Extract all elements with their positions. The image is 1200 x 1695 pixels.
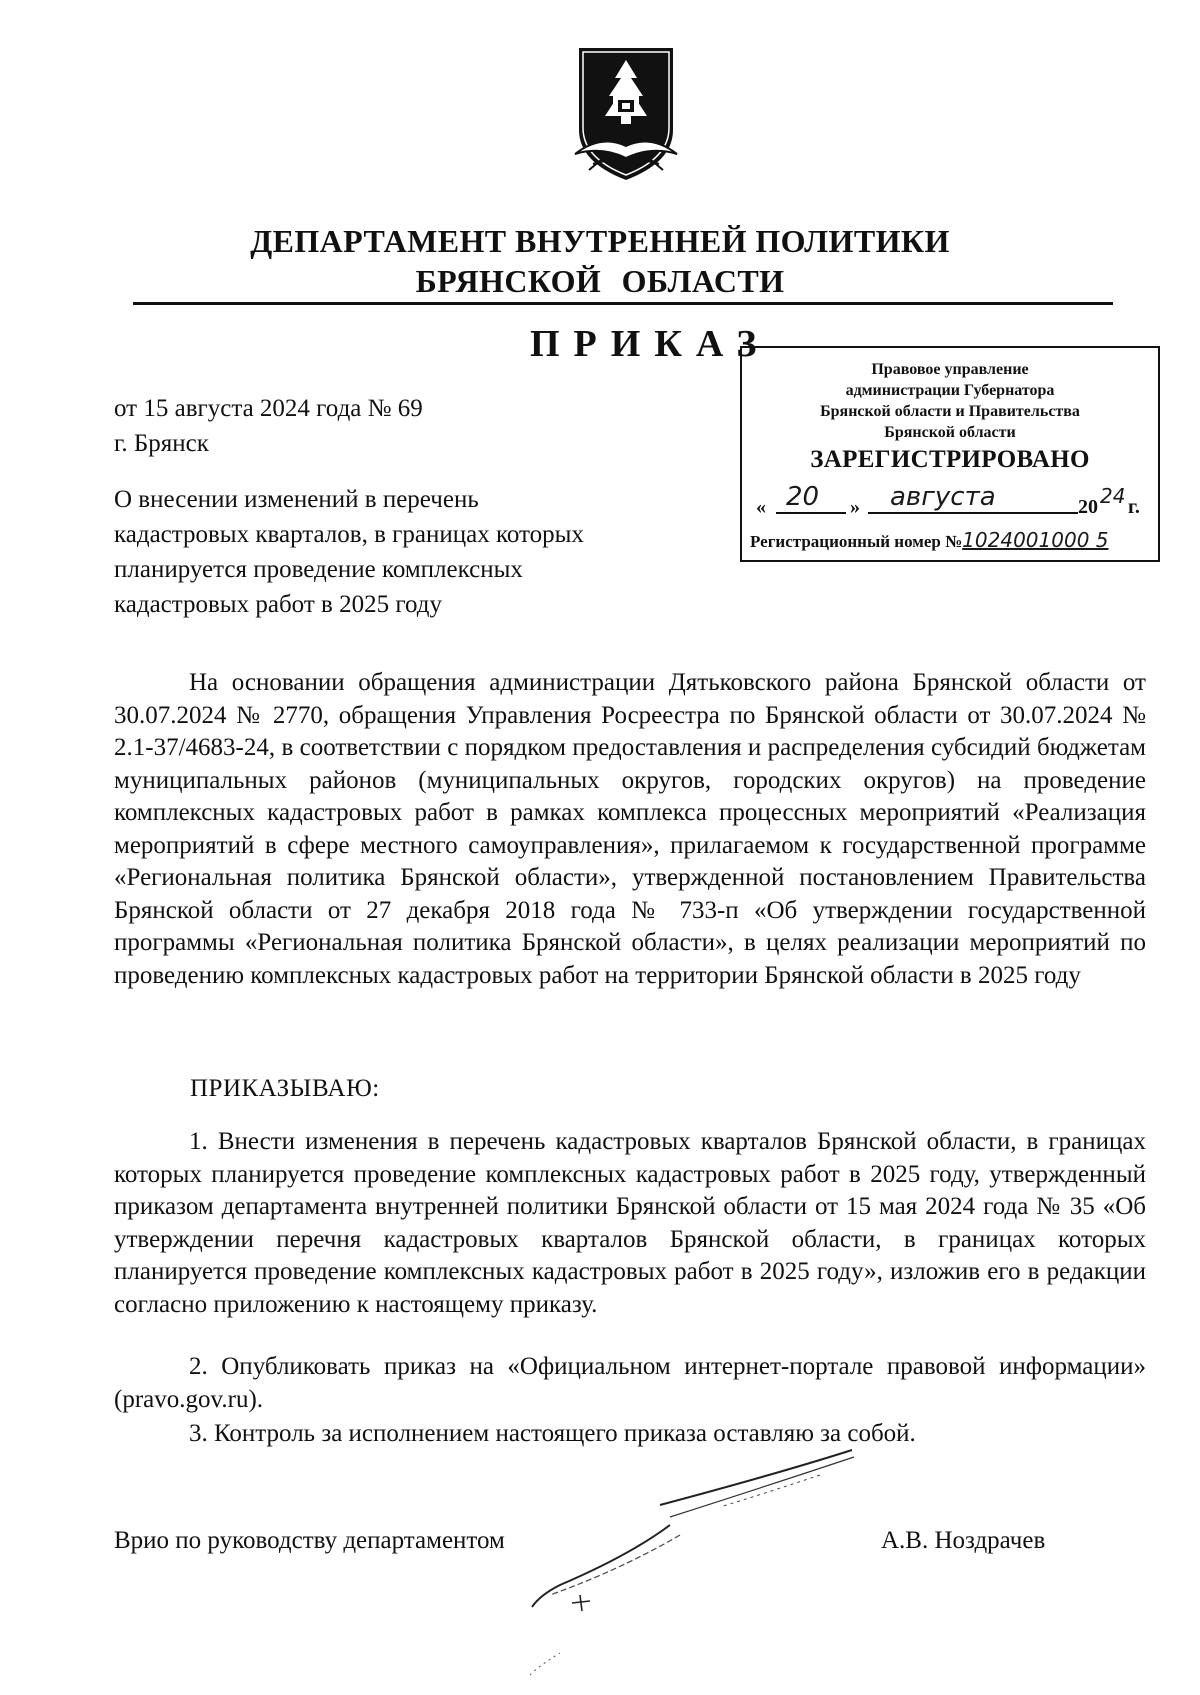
- stamp-line-4: Брянской области: [884, 424, 1016, 441]
- stamp-year-suffix: 24: [1100, 484, 1126, 508]
- header-divider: [133, 302, 1113, 305]
- stamp-registered-label: ЗАРЕГИСТРИРОВАНО: [810, 446, 1090, 473]
- stamp-date-row: [750, 482, 1150, 522]
- document-type-title: ПРИКАЗ: [530, 323, 771, 365]
- stamp-line-3: Брянской области и Правительства: [820, 403, 1080, 420]
- subject-line: планируется проведение комплексных: [114, 556, 523, 583]
- stamp-line-1: Правовое управление: [871, 361, 1029, 378]
- basis-paragraph: На основании обращения администрации Дятьковского района Брянской области от 30.07.2024 № 2770, обращения Управления Росреестра по Брянской области от 30.07.2024 № 2.1-37/4683-24, в соответствии с порядком предоставления и распределения субсидий бюджетам муниципальных районов (муниципальных округов, городских округов) на проведение комплексных кадастровых работ в рамках комплекса процессных мероприятий «Реализация мероприятий в сфере местного самоуправления», прилагаемом к государственной программе «Региональная политика Брянской области», утвержденной постановлением Правительства Брянской области от 27 декабря 2018 года № 733-п «Об утверждении государственной программы «Региональная политика Брянской области», в целях реализации мероприятий по проведению комплексных кадастровых работ на территории Брянской области в 2025 году: [114, 669, 1146, 989]
- registration-stamp: [740, 346, 1160, 562]
- signatory-name: А.В. Ноздрачев: [881, 1527, 1046, 1554]
- order-directive-word: ПРИКАЗЫВАЮ:: [190, 1075, 380, 1102]
- stamp-year-prefix: 20: [1078, 496, 1098, 518]
- stamp-reg-number: 1024001000 5: [962, 528, 1109, 552]
- department-name-line1: ДЕПАРТАМЕНТ ВНУТРЕННЕЙ ПОЛИТИКИ: [250, 223, 950, 259]
- stamp-line-2: администрации Губернатора: [845, 382, 1055, 399]
- stamp-year-unit: г.: [1128, 496, 1140, 518]
- stamp-month: августа: [890, 482, 996, 512]
- order-item-1: 1. Внести изменения в перечень кадастровых кварталов Брянской области, в границах которых планируется проведение комплексных кадастровых работ в 2025 году, утвержденный приказом департамента внутренней политики Брянской области от 15 мая 2024 года № 35 «Об утверждении перечня кадастровых кварталов Брянской области, в границах которых планируется проведение комплексных кадастровых работ в 2025 году», изложив его в редакции согласно приложению к настоящему приказу.: [114, 1128, 1146, 1318]
- subject-line: кадастровых кварталов, в границах которых: [114, 521, 584, 548]
- subject-line: кадастровых работ в 2025 году: [114, 591, 442, 618]
- stamp-month-underline: [868, 512, 1078, 514]
- handwritten-signature: [520, 1445, 940, 1695]
- stamp-day-underline: [776, 512, 846, 514]
- stamp-open-quote: «: [756, 496, 766, 518]
- order-city: г. Брянск: [114, 430, 209, 457]
- order-item-2: 2. Опубликовать приказ на «Официальном интернет-портале правовой информации» (pravo.gov.ru).: [114, 1353, 1146, 1413]
- stamp-close-quote: »: [850, 496, 860, 518]
- stamp-reg-number-row: [750, 528, 1109, 552]
- order-item-3: 3. Контроль за исполнением настоящего приказа оставляю за собой.: [189, 1420, 916, 1447]
- order-date-number: от 15 августа 2024 года № 69: [114, 395, 423, 422]
- stamp-day: 20: [786, 482, 820, 512]
- coat-of-arms-emblem: [571, 42, 681, 192]
- order-subject: [114, 482, 674, 622]
- stamp-reg-label: Регистрационный номер №: [750, 532, 963, 551]
- subject-line: О внесении изменений в перечень: [114, 486, 479, 513]
- signatory-position: Врио по руководству департаментом: [114, 1527, 505, 1554]
- department-name-line2: БРЯНСКОЙ ОБЛАСТИ: [415, 263, 785, 299]
